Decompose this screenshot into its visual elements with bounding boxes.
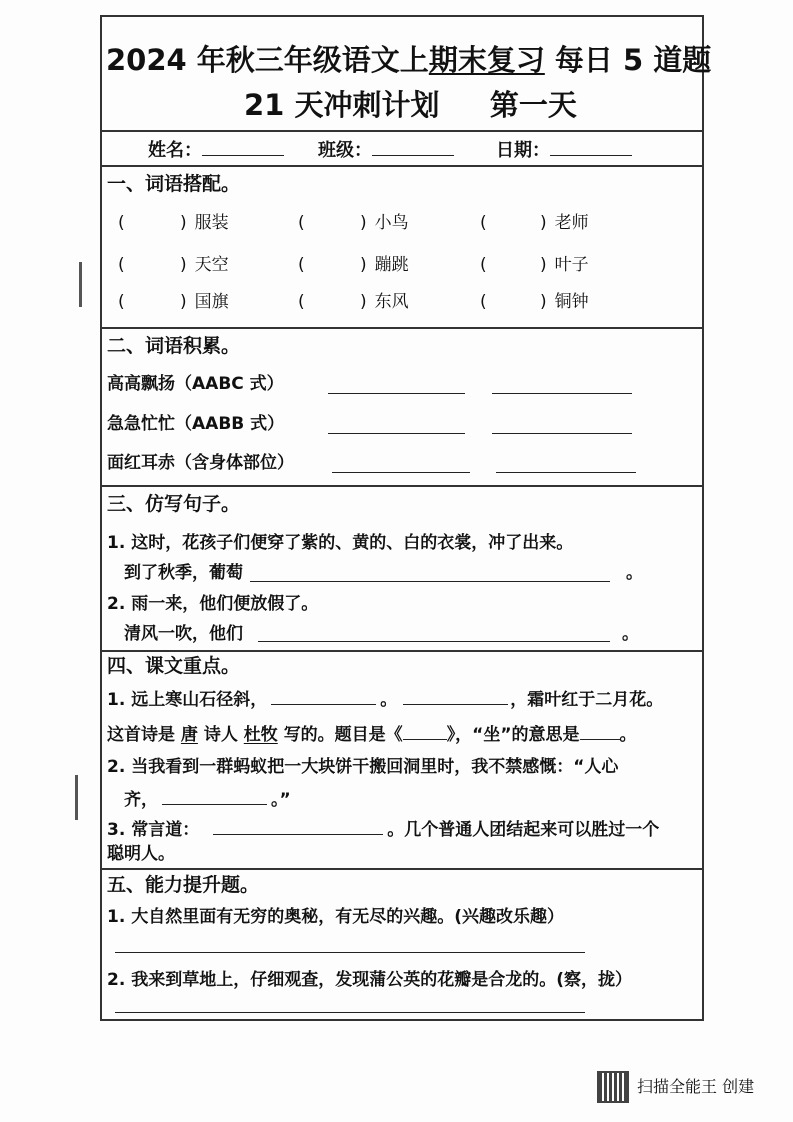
scanner-watermark: 扫描全能王 创建	[637, 1077, 755, 1096]
s4-question-2-cont: 齐， 。”	[124, 790, 291, 810]
open-paren: (	[118, 255, 125, 275]
close-paren: )	[540, 292, 547, 312]
s5-question-1: 1. 大自然里面有无穷的奥秘，有无尽的兴趣。(兴趣改乐趣）	[107, 907, 564, 927]
s2-row-label: 面红耳赤（含身体部位）	[107, 453, 294, 473]
divider	[100, 485, 704, 487]
answer-blank[interactable]	[496, 472, 636, 473]
section-3-heading: 三、仿写句子。	[107, 493, 241, 515]
answer-blank[interactable]	[115, 1012, 585, 1013]
word-match-item	[540, 215, 589, 232]
name-field[interactable]: 姓名：	[148, 140, 284, 160]
word-match-item	[360, 294, 409, 311]
title-line-2: 21 天冲刺计划 第一天	[244, 88, 577, 122]
divider	[100, 130, 704, 132]
s4-question-1: 1. 远上寒山石径斜， 。 ，霜叶红于二月花。	[107, 690, 664, 710]
open-paren: (	[480, 213, 487, 233]
close-paren: )	[540, 213, 547, 233]
scan-mark	[75, 775, 78, 820]
word: 小鸟	[374, 213, 409, 233]
s4-question-3: 3. 常言道： 。几个普通人团结起来可以胜过一个	[107, 820, 660, 840]
close-paren: )	[360, 255, 367, 275]
section-1-heading: 一、词语搭配。	[107, 173, 241, 195]
word: 蹦跳	[374, 255, 409, 275]
answer-blank[interactable]	[492, 393, 632, 394]
s3-question-1: 1. 这时，花孩子们便穿了紫的、黄的、白的衣裳，冲了出来。	[107, 533, 574, 553]
word-match-item	[180, 257, 229, 274]
word: 铜钟	[554, 292, 589, 312]
divider	[100, 868, 704, 870]
s2-row-label: 急急忙忙（AABB 式）	[107, 414, 285, 434]
open-paren: (	[480, 255, 487, 275]
word-match-item	[540, 257, 589, 274]
section-5-heading: 五、能力提升题。	[107, 874, 260, 896]
open-paren: (	[298, 292, 305, 312]
word-match-item	[360, 215, 409, 232]
s4-question-3-cont: 聪明人。	[107, 844, 175, 864]
word-match-item	[180, 215, 229, 232]
word-match-item	[180, 294, 229, 311]
word: 东风	[374, 292, 409, 312]
close-paren: )	[180, 213, 187, 233]
open-paren: (	[118, 292, 125, 312]
s3-question-2: 2. 雨一来，他们便放假了。	[107, 594, 319, 614]
word: 天空	[194, 255, 229, 275]
section-2-heading: 二、词语积累。	[107, 335, 241, 357]
word: 国旗	[194, 292, 229, 312]
word-match-item	[540, 294, 589, 311]
answer-blank[interactable]	[250, 581, 610, 582]
open-paren: (	[480, 292, 487, 312]
divider	[100, 327, 704, 329]
close-paren: )	[540, 255, 547, 275]
answer-blank[interactable]	[332, 472, 470, 473]
close-paren: )	[360, 213, 367, 233]
word: 老师	[554, 213, 589, 233]
s2-row-label: 高高飘扬（AABC 式）	[107, 374, 284, 394]
period: 。	[622, 624, 639, 644]
s4-question-2: 2. 当我看到一群蚂蚁把一大块饼干搬回洞里时，我不禁感慨：“人心	[107, 757, 619, 777]
title-line-1: 2024 年秋三年级语文上期末复习 每日 5 道题	[106, 43, 712, 77]
qr-code-icon	[597, 1071, 629, 1103]
s3-prompt-1: 到了秋季，葡萄	[124, 563, 243, 583]
close-paren: )	[180, 292, 187, 312]
close-paren: )	[360, 292, 367, 312]
answer-blank[interactable]	[115, 952, 585, 953]
s5-question-2: 2. 我来到草地上，仔细观查，发现蒲公英的花瓣是合龙的。(察，拢）	[107, 970, 632, 990]
answer-blank[interactable]	[328, 433, 465, 434]
scan-mark	[79, 262, 82, 307]
answer-blank[interactable]	[328, 393, 465, 394]
word: 服装	[194, 213, 229, 233]
open-paren: (	[298, 255, 305, 275]
period: 。	[626, 563, 643, 583]
answer-blank[interactable]	[492, 433, 632, 434]
divider	[100, 650, 704, 652]
s3-prompt-2: 清风一吹，他们	[124, 624, 243, 644]
open-paren: (	[298, 213, 305, 233]
divider	[100, 165, 704, 167]
close-paren: )	[180, 255, 187, 275]
word-match-item	[360, 257, 409, 274]
date-field[interactable]: 日期：	[496, 140, 632, 160]
section-4-heading: 四、课文重点。	[107, 655, 241, 677]
s4-question-1-cont: 这首诗是 唐 诗人 杜牧 写的。题目是《 》，“坐”的意思是 。	[107, 725, 637, 745]
class-field[interactable]: 班级：	[318, 140, 454, 160]
answer-blank[interactable]	[258, 641, 610, 642]
open-paren: (	[118, 213, 125, 233]
word: 叶子	[554, 255, 589, 275]
